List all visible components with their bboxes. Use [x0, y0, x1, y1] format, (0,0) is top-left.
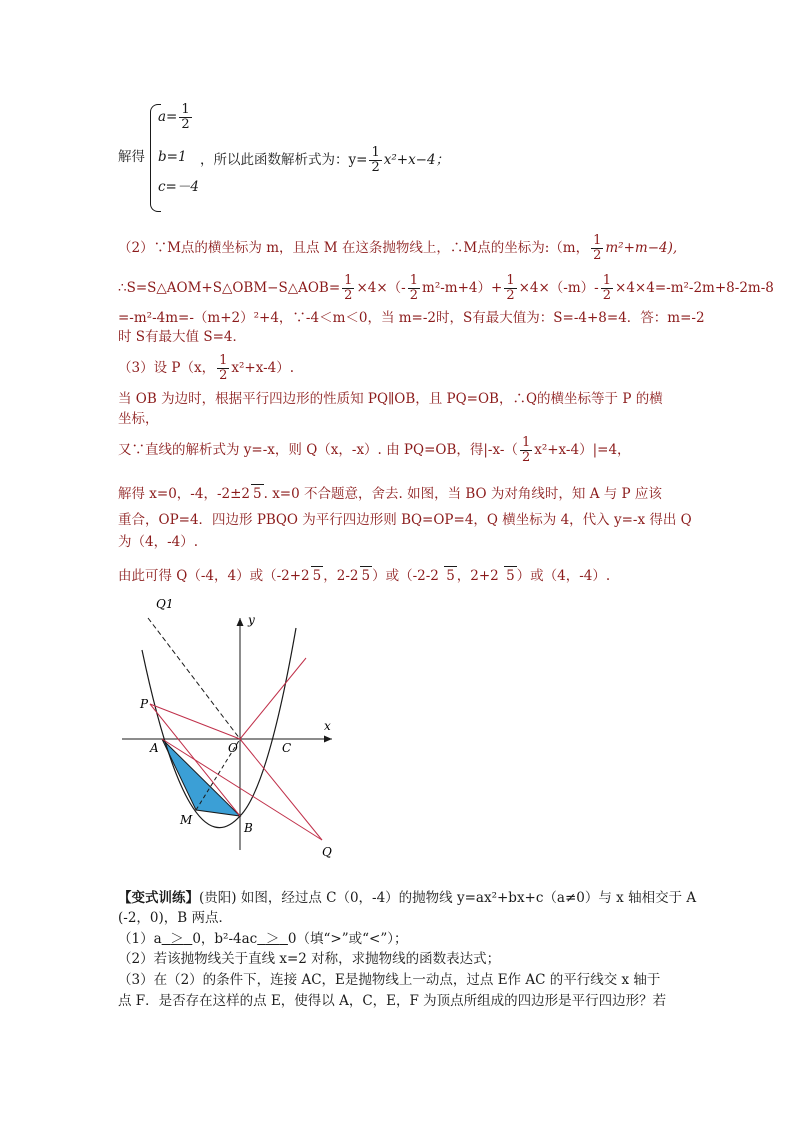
parabola-diagram: [118, 598, 348, 868]
label-b: B: [244, 821, 253, 835]
p3-line1: （3）设 P（x， $\frac{1}{2}$ x²+x-4）.: [118, 353, 295, 383]
label-m: M: [180, 813, 193, 827]
label-c: C: [282, 741, 292, 755]
variant-line2: (-2，0)，B 两点．: [118, 910, 232, 926]
p3-line3: 坐标，: [118, 411, 159, 427]
sys-c-row: c=－4: [158, 179, 199, 195]
p3-line5: 解得 x=0，-4，-2±2 5 . x=0 不合题意，舍去. 如图，当 BO 为对角线时，知 A 与 P 应该: [118, 486, 662, 502]
p3-line2: 当 OB 为边时，根据平行四边形的性质知 PQ∥OB，且 PQ=OB，∴Q的横坐标等于 P 的横: [118, 391, 663, 407]
variant-line6: 点 F．是否存在这样的点 E，使得以 A，C，E，F 为顶点所组成的四边形是平行四边形？若: [118, 993, 667, 1009]
sys-a-row: a= $\frac{1}{2}$: [158, 102, 190, 132]
variant-line5: （3）在（2）的条件下，连接 AC，E是抛物线上一动点，过点 E作 AC 的平行线交 x 轴于: [118, 972, 661, 988]
p3-line6: 重合，OP=4．四边形 PBQO 为平行四边形则 BQ=OP=4，Q 横坐标为 4，代入 y=-x 得出 Q: [118, 512, 692, 528]
label-p: P: [140, 697, 149, 711]
p3-line8: 由此可得 Q（-4，4）或（-2+2 5 ，2-2 5 ）或（-2-2 5 ，2+2 5 ）或（4，-4）.: [118, 568, 611, 584]
label-q: Q: [322, 845, 332, 859]
p2-line1: （2）∵M点的横坐标为 m，且点 M 在这条抛物线上，∴M点的坐标为:（m， $\frac{1}{2}$ m²+m−4),: [118, 233, 678, 263]
parabola-figure: [118, 598, 348, 872]
variant-line4: （2）若该抛物线关于直线 x=2 对称，求抛物线的函数表达式；: [118, 951, 501, 967]
label-y: y: [248, 613, 255, 627]
label-o: O: [228, 741, 238, 755]
solve-prefix: 解得: [118, 149, 145, 165]
p2-line3: =-m²-4m=-（m+2）²+4，∵-4＜m＜0，当 m=-2时，S有最大值为：S=-4+8=4．答：m=-2: [118, 310, 705, 326]
x-axis-arrow: [324, 736, 332, 743]
parabola-curve-right: [240, 628, 296, 816]
line-origin-up: [240, 658, 306, 739]
sys-b-row: b=1: [158, 149, 187, 165]
label-a: A: [150, 741, 159, 755]
y-axis-arrow: [237, 618, 244, 626]
p3-line4: 又∵直线的解析式为 y=-x，则 Q（x，-x）. 由 PQ=OB，得|-x-（ $\frac{1}{2}$ x²+x-4）|=4，: [118, 435, 631, 465]
p2-line4: 时 S有最大值 S=4．: [118, 329, 246, 345]
p2-line2: ∴S=S△AOM+S△OBM−S△AOB= $\frac{1}{2}$ ×4×（- $\frac{1}{2}$ m²-m+4）+ $\frac{1}{2}$ ×4×（-m）- $\frac{1}{2}$ ×4×4=-m²-2m+8-2m-8: [118, 273, 774, 303]
solve-result: ，所以此函数解析式为：y= $\frac{1}{2}$ x²+x−4；: [200, 145, 450, 175]
variant-line1: 【变式训练】(贵阳) 如图，经过点 C（0，-4）的抛物线 y=ax²+bx+c（a≠0）与 x 轴相交于 A: [118, 890, 697, 906]
p3-line7: 为（4，-4）.: [118, 534, 199, 550]
variant-line3: （1）a ＞ 0，b²-4ac ＞ 0（填“>”或“<”）；: [118, 931, 408, 947]
label-q1: Q1: [156, 598, 174, 611]
label-x: x: [324, 719, 331, 733]
